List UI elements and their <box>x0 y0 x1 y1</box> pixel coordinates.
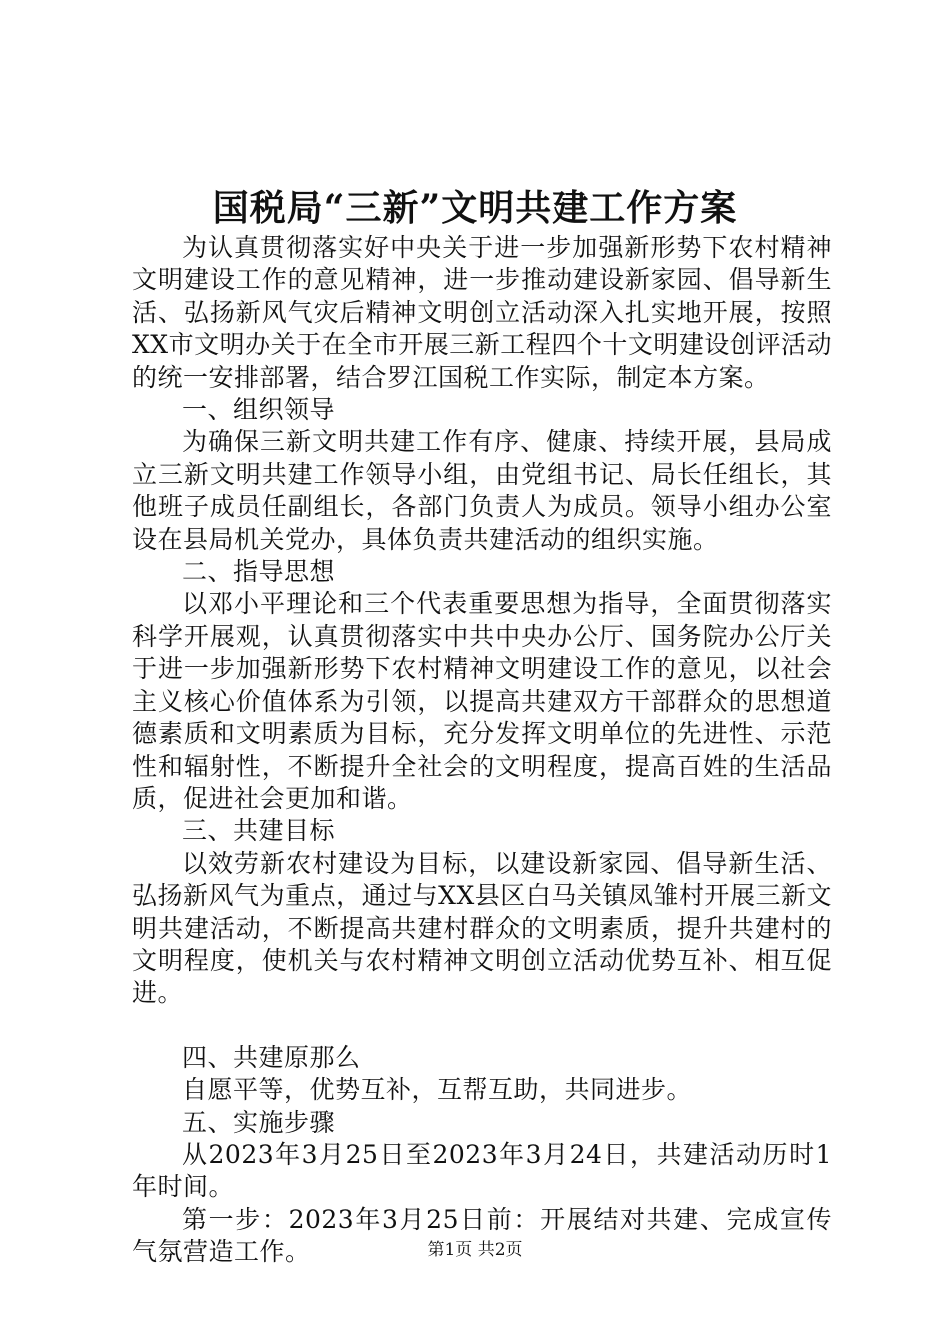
section-text-goals: 以效劳新农村建设为目标，以建设新家园、倡导新生活、弘扬新风气为重点，通过与XX县区白马关镇凤雏村开展三新文明共建活动，不断提高共建村群众的文明素质，提升共建村的文明程度，使机关与农村精神文明创立活动优势互补、相互促进。 <box>132 848 832 1008</box>
section-heading-guiding-thought: 二、指导思想 <box>182 557 336 587</box>
section-heading-steps: 五、实施步骤 <box>182 1107 336 1137</box>
section-text-steps-first: 第一步：2023年3月25日前：开展结对共建、完成宣传气氛营造工作。 <box>132 1204 832 1267</box>
document-body <box>132 232 832 1269</box>
section-text-guiding-thought: 以邓小平理论和三个代表重要思想为指导，全面贯彻落实科学开展观，认真贯彻落实中共中央办公厅、国务院办公厅关于进一步加强新形势下农村精神文明建设工作的意见，以社会主义核心价值体系为引领，以提高共建双方干部群众的思想道德素质和文明素质为目标，充分发挥文明单位的先进性、示范性和辐射性，不断提升全社会的文明程度，提高百姓的生活品质，促进社会更加和谐。 <box>132 589 832 813</box>
document-title: 国税局“三新”文明共建工作方案 <box>212 187 738 229</box>
section-heading-organization: 一、组织领导 <box>182 395 336 425</box>
section-text-steps: 从2023年3月25日至2023年3月24日，共建活动历时1年时间。 <box>132 1139 832 1202</box>
section-text-organization: 为确保三新文明共建工作有序、健康、持续开展，县局成立三新文明共建工作领导小组，由党组书记、局长任组长，其他班子成员任副组长，各部门负责人为成员。领导小组办公室设在县局机关党办，具体负责共建活动的组织实施。 <box>132 427 832 554</box>
section-heading-principles: 四、共建原那么 <box>182 1042 361 1072</box>
page-footer: 第1页 共2页 <box>427 1240 523 1260</box>
paragraph-gap <box>132 1010 832 1042</box>
section-text-principles: 自愿平等，优势互补，互帮互助，共同进步。 <box>182 1075 693 1105</box>
intro-paragraph: 为认真贯彻落实好中央关于进一步加强新形势下农村精神文明建设工作的意见精神，进一步推动建设新家园、倡导新生活、弘扬新风气灾后精神文明创立活动深入扎实地开展，按照XX市文明办关于在全市开展三新工程四个十文明建设创评活动的统一安排部署，结合罗江国税工作实际，制定本方案。 <box>132 233 832 392</box>
section-heading-goals: 三、共建目标 <box>182 816 336 846</box>
